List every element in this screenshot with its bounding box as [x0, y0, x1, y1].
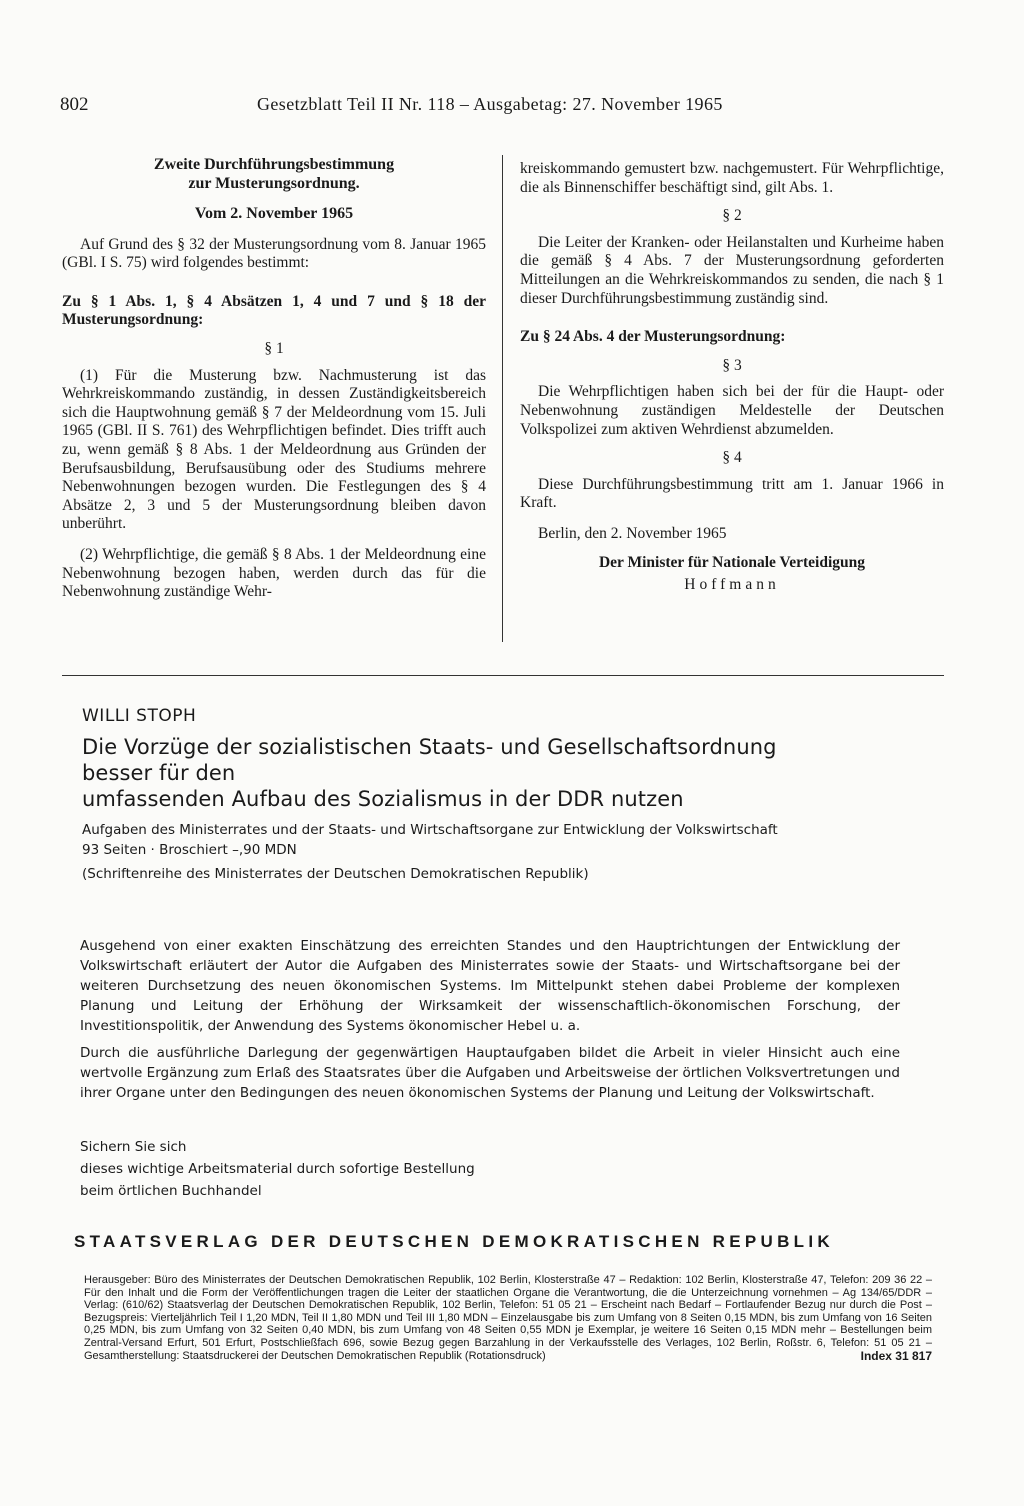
- publisher-name: STAATSVERLAG DER DEUTSCHEN DEMOKRATISCHEN REPUBLIK: [74, 1232, 834, 1251]
- order-line-2: dieses wichtige Arbeitsmaterial durch sofortige Bestellung: [80, 1161, 475, 1177]
- signer-organization: Der Minister für Nationale Verteidigung: [598, 553, 866, 571]
- page-header: [60, 94, 940, 124]
- paragraph-1-text: (1) Für die Musterung bzw. Nachmusterung ist das Wehrkreiskommando zuständig, in dessen Zuständigkeitsbereich sich die Hauptwohnung gemäß § 7 der Meldeordnung vom 15. Juli 1965 (GBl. II S. 761) des Wehrpflichtigen befindet. Dies trifft auch zu, wenn gemäß § 8 Abs. 1 der Meldeordnung aus Gründen der Berufsausbildung, Berufsausübung oder des Studiums mehrere Nebenwohnungen bezogen wurden. Die Festlegungen des § 4 Absätze 2, 3 und 5 der Musterungsordnung bleiben davon unberührt.: [62, 366, 486, 533]
- ad-body-paragraph-2: Durch die ausführliche Darlegung der gegenwärtigen Hauptaufgaben bildet die Arbeit in vieler Hinsicht auch eine wertvolle Ergänzung zum Erlaß des Staatsrates über die Aufgaben und Arbeitsweise der örtlichen Volksvertretungen und ihrer Organe unter den Bedingungen des neuen ökonomischen Systems der Planung und Leitung der Volkswirtschaft.: [80, 1045, 900, 1101]
- ad-title-line1: Die Vorzüge der sozialistischen Staats- und Gesellschaftsordnung: [82, 735, 777, 759]
- order-line-3: beim örtlichen Buchhandel: [80, 1183, 262, 1199]
- section-3-text: Die Wehrpflichtigen haben sich bei der für die Haupt- oder Nebenwohnung zuständigen Meldestelle der Deutschen Volkspolizei zum aktiven Wehrdienst abzumelden.: [520, 383, 944, 438]
- imprint-text: Herausgeber: Büro des Ministerrates der Deutschen Demokratischen Republik, 102 Berlin, Klosterstraße 47 – Redaktion: 102 Berlin, Klosterstraße 47, Telefon: 209 36 22 – Für den Inhalt und die Form der Veröffentlichungen tragen die Leiter der staatlichen Organe die Verantwortung, die die Unterzeichnung vornehmen – Ag 134/65/DDR – Verlag: (610/62) Staatsverlag der Deutschen Demokratischen Republik, 102 Berlin, Telefon: 51 05 21 – Erscheint nach Bedarf – Fortlaufender Bezug nur durch die Post – Bezugspreis: Vierteljährlich Teil I 1,20 MDN, Teil II 1,80 MDN und Teil III 1,80 MDN – Einzelausgabe bis zum Umfang von 8 Seiten 0,15 MDN, bis zum Umfang von 16 Seiten 0,25 MDN, bis zum Umfang von 32 Seiten 0,40 MDN, bis zum Umfang von 48 Seiten 0,55 MDN je Exemplar, je weitere 16 Seiten 0,15 MDN mehr – Bestellungen beim Zentral-Versand Erfurt, 501 Erfurt, Postschließfach 696, sowie Bezug gegen Barzahlung in der Verkaufsstelle des Verlages, 102 Berlin, Roßstr. 6, Telefon: 51 05 21 – Gesamtherstellung: Staatsdruckerei der Deutschen Demokratischen Republik (Rotationsdruck): [84, 1274, 932, 1362]
- ad-subtitle: Aufgaben des Ministerrates und der Staats- und Wirtschaftsorgane zur Entwicklung der Volkswirtschaft: [82, 822, 778, 838]
- order-line-1: Sichern Sie sich: [80, 1139, 187, 1155]
- paragraph-2-text: (2) Wehrpflichtige, die gemäß § 8 Abs. 1 der Meldeordnung eine Nebenwohnung bezogen haben, werden durch das für die Nebenwohnung zuständige Wehr-: [62, 545, 486, 601]
- signer-name: Hoffmann: [684, 576, 780, 594]
- continuation-text: kreiskommando gemustert bzw. nachgemustert. Für Wehrpflichtige, die als Binnenschiffer beschäftigt sind, gilt Abs. 1.: [520, 160, 944, 196]
- paragraph-sign-4: § 4: [722, 449, 742, 467]
- order-note: [80, 1136, 680, 1202]
- right-column: [520, 160, 944, 595]
- intro-paragraph: Auf Grund des § 32 der Musterungsordnung vom 8. Januar 1965 (GBl. I S. 75) wird folgendes bestimmt:: [62, 235, 486, 272]
- section-4-text: Diese Durchführungsbestimmung tritt am 1. Januar 1966 in Kraft.: [520, 475, 944, 512]
- regulation-title-line1: Zweite Durchführungsbestimmung: [153, 156, 395, 173]
- page-number: 802: [60, 94, 89, 115]
- left-column: [62, 155, 486, 602]
- regulation-date: Vom 2. November 1965: [194, 205, 354, 222]
- book-advertisement: [82, 706, 922, 884]
- ad-details: 93 Seiten · Broschiert –,90 MDN: [82, 842, 297, 858]
- ad-title-line3: umfassenden Aufbau des Sozialismus in der DDR nutzen: [82, 787, 684, 811]
- ad-body-paragraph-1: Ausgehend von einer exakten Einschätzung des erreichten Standes und den Hauptrichtungen der Entwicklung der Volkswirtschaft erläutert der Autor die Aufgaben des Ministerrates sowie der Staats- und Wirtschaftsorgane bei der weiteren Durchsetzung des neuen ökonomischen Systems. Im Mittelpunkt stehen dabei Probleme der komplexen Planung und Leitung der Erhöhung der Wirksamkeit der wissenschaftlich-ökonomischen Forschung, der Investitionspolitik, der Anwendung des Systems ökonomischer Hebel u. a.: [80, 938, 900, 1034]
- section-heading-2: Zu § 24 Abs. 4 der Musterungsordnung:: [520, 328, 786, 346]
- section-heading-1: Zu § 1 Abs. 1, § 4 Absätzen 1, 4 und 7 und § 18 der Musterungsordnung:: [62, 292, 486, 329]
- place-date: Berlin, den 2. November 1965: [538, 524, 727, 542]
- regulation-title-line2: zur Musterungsordnung.: [188, 175, 360, 192]
- ad-author: WILLI STOPH: [82, 706, 197, 726]
- column-divider: [502, 155, 503, 642]
- imprint-block: [84, 1274, 932, 1362]
- section-2-text: Die Leiter der Kranken- oder Heilanstalten und Kurheime haben die gemäß § 4 Abs. 7 der Musterungsordnung geforderten Mitteilungen an die Wehrkreiskommandos zu senden, die nach § 1 dieser Durchführungsbestimmung zuständig sind.: [520, 233, 944, 307]
- paragraph-sign-1: § 1: [264, 339, 284, 357]
- paragraph-sign-3: § 3: [722, 356, 742, 374]
- ad-description: [80, 936, 900, 1110]
- paragraph-sign-2: § 2: [722, 207, 742, 225]
- ad-title-line2: besser für den: [82, 761, 236, 785]
- running-title: Gesetzblatt Teil II Nr. 118 – Ausgabetag: 27. November 1965: [257, 94, 723, 114]
- index-number: Index 31 817: [860, 1348, 932, 1363]
- section-divider: [62, 675, 944, 676]
- ad-series: (Schriftenreihe des Ministerrates der Deutschen Demokratischen Republik): [82, 866, 589, 882]
